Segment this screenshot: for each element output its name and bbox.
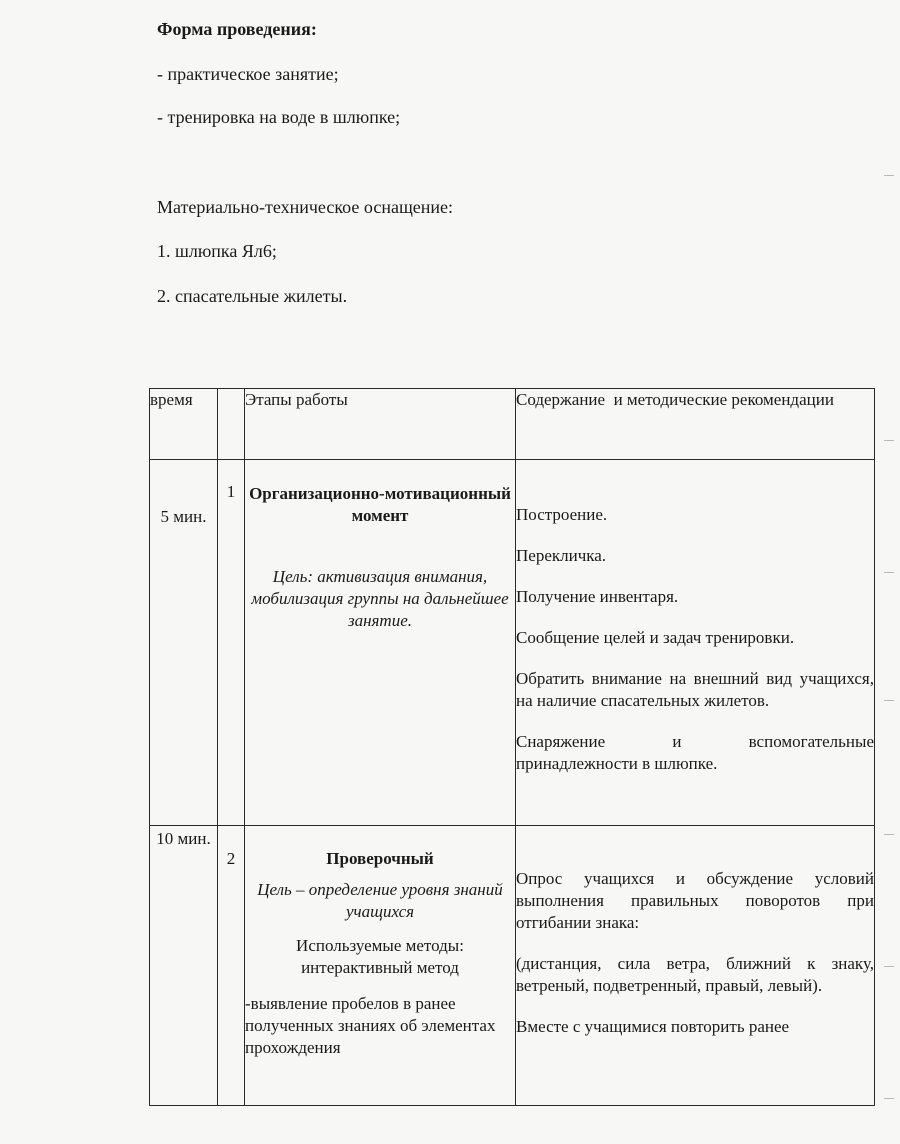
row2-time: 10 мин. bbox=[150, 826, 218, 1106]
equipment-item-vests: 2. спасательные жилеты. bbox=[157, 286, 348, 306]
table-row bbox=[150, 460, 875, 826]
lesson-plan-table bbox=[149, 388, 875, 1106]
header-stages: Этапы работы bbox=[245, 389, 516, 460]
table-row bbox=[150, 826, 875, 1106]
row1-content-line: Сообщение целей и задач тренировки. bbox=[516, 628, 795, 647]
row1-stage-goal: Цель: активизация внимания, мобилизация группы на дальнейшее занятие. bbox=[251, 567, 509, 630]
row2-stage-extra: -выявление пробелов в ранее полученных знаниях об элементах прохождения bbox=[245, 994, 496, 1057]
scan-margin-mark bbox=[884, 440, 894, 441]
row2-stage-title: Проверочный bbox=[326, 849, 434, 868]
row2-content-line: Вместе с учащимися повторить ранее bbox=[516, 1017, 790, 1036]
equipment-item-boat: 1. шлюпка Ял6; bbox=[157, 241, 277, 261]
table-header-row bbox=[150, 389, 875, 460]
scan-margin-mark bbox=[884, 572, 894, 573]
row1-content-line: Получение инвентаря. bbox=[516, 587, 679, 606]
form-title: Форма проведения: bbox=[157, 19, 317, 39]
row1-content-line: Обратить внимание на внешний вид учащихся, на наличие спасательных жилетов. bbox=[516, 669, 874, 710]
row1-content-line: Перекличка. bbox=[516, 546, 607, 565]
row1-stage bbox=[245, 460, 516, 826]
row1-content-line: Построение. bbox=[516, 505, 608, 524]
row1-number: 1 bbox=[218, 460, 245, 826]
row1-time: 5 мин. bbox=[150, 460, 218, 826]
row2-stage bbox=[245, 826, 516, 1106]
scan-margin-mark bbox=[884, 966, 894, 967]
row2-content-line: (дистанция, сила ветра, ближний к знаку, ветреный, подветренный, правый, левый). bbox=[516, 954, 874, 995]
row2-content bbox=[516, 826, 875, 1106]
equipment-title: Материально-техническое оснащение: bbox=[157, 197, 454, 217]
row2-number: 2 bbox=[218, 826, 245, 1106]
scan-margin-mark bbox=[884, 175, 894, 176]
header-content: Содержание и методические рекомендации bbox=[516, 389, 875, 460]
row2-stage-methods: Используемые методы: интерактивный метод bbox=[296, 936, 464, 977]
scan-margin-mark bbox=[884, 700, 894, 701]
row1-content bbox=[516, 460, 875, 826]
header-number bbox=[218, 389, 245, 460]
row1-stage-title: Организационно-мотивационный момент bbox=[249, 484, 511, 525]
form-item-practical: - практическое занятие; bbox=[157, 64, 339, 84]
row2-content-line: Опрос учащихся и обсуждение условий выполнения правильных поворотов при отгибании знака: bbox=[516, 869, 874, 932]
form-item-water-training: - тренировка на воде в шлюпке; bbox=[157, 107, 401, 127]
scan-margin-mark bbox=[884, 1098, 894, 1099]
scan-margin-mark bbox=[884, 834, 894, 835]
row1-content-line: Снаряжение и вспомогательные принадлежности в шлюпке. bbox=[516, 732, 874, 773]
header-time: время bbox=[150, 389, 218, 460]
row2-stage-goal: Цель – определение уровня знаний учащихся bbox=[257, 880, 503, 921]
